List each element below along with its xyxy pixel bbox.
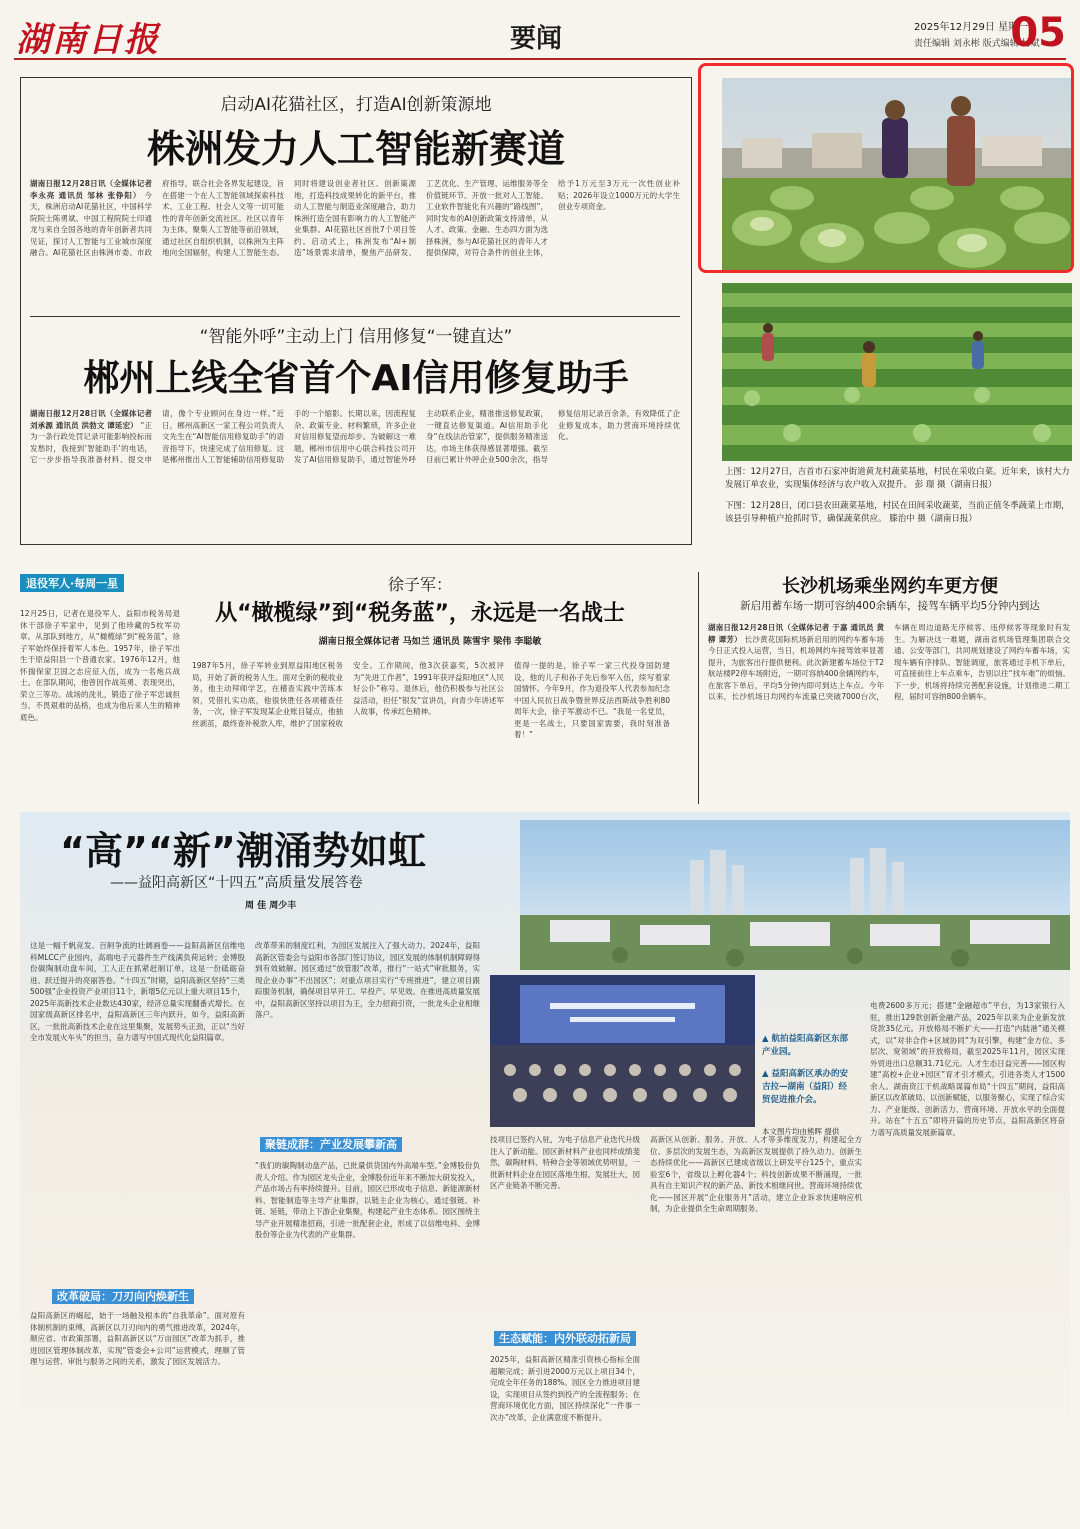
feature-subhead-reform-label: 改革破局：刀刃向内焕新生 [52, 1289, 194, 1304]
story4-subhead: 新启用蓄车场一期可容纳400余辆车，接驾车辆平均5分钟内到达 [740, 600, 1040, 612]
feature-col2: 改革带来的制度红利，为园区发展注入了强大动力。2024年，益阳高新区管委会与益阳市各部门签订协议，园区发展的体制机制障碍得到有效破解。园区通过“放管服”改革，推行“一站式”审批服务，实现企业办事“不出园区”；对重点项目实行“专班推进”，建立项目跟踪服务机制，确保项目早开工、早投产、早见效。在推进高质量发展中，益阳高新区坚持以项目为王，全力招商引资，一批龙头企业相继落户。 [255, 941, 480, 1019]
issue-date: 2025年12月29日 星期一 [914, 22, 1029, 33]
story1-headline: 株洲发力人工智能新赛道 [146, 127, 565, 171]
feature-byline: 周 佳 周少丰 [245, 901, 297, 911]
story4-byline: 湖南日报12月28日讯（全媒体记者 于嘉 通讯员 黄柳 谭芳） [708, 623, 884, 644]
story3-body-a: 12月25日，记者在退役军人、益阳市税务局退休干部徐子军家中，见到了他珍藏的5枚军功章。从部队到地方，从“橄榄绿”到“税务蓝”，徐子军始终保持着军人本色。1957年，徐子军出生于原益阳县一个普通农家。1976年12月，他怀揣保家卫国之志应征入伍，成为一名炮兵战士。在部队期间，他曾因作战英勇、表现突出，荣立三等功。战场的洗礼，锻造了徐子军忠诚担当、不畏艰难的品格，也成为他后来人生的精神底色。 [20, 609, 180, 722]
feature-photo-caption-1: ▲ 航拍益阳高新区东部产业园。 [762, 1034, 848, 1057]
feature-col4: 高新区从创新、服务、开放、人才等多维度发力，构建起全方位、多层次的发展生态，为高新区发展提供了持久动力。创新生态持续优化——高新区已建成省级以上研发平台125个，重点实验室6个，省级以上孵化器4个；科技创新成果不断涌现，一批具有自主知识产权的新产品、新技术相继问世。营商环境持续优化——园区开展“企业服务月”活动，建立企业诉求快速响应机制，为企业提供全生命周期服务。 [650, 1135, 862, 1213]
feature-subhead-ecology-label: 生态赋能：内外联动拓新局 [494, 1331, 636, 1346]
feature-headline: “高”“新”潮涌势如虹 [60, 829, 426, 873]
story1-kicker: 启动AI花猫社区，打造AI创新策源地 [220, 95, 492, 115]
investment-conference-photo [490, 975, 755, 1127]
feature-subhead-ecology [494, 1330, 640, 1346]
story2-headline: 郴州上线全省首个AI信用修复助手 [83, 358, 629, 399]
feature-subhead-cluster-label: 聚链成群：产业发展攀新高 [260, 1137, 402, 1152]
feature-col3: 技项目已签约入驻，为电子信息产业迭代升级注入了新动能。园区新材料产业也同样成绩斐然，碳陶材料、特种合金等领域优势明显，一批新材料企业在园区落地生根、发展壮大，园区产业链条不断完善。 [490, 1135, 640, 1190]
editor-credits: 责任编辑 刘永彬 版式编辑 杨斌 [914, 39, 1040, 49]
newspaper-logo: 湖南日报 [16, 20, 160, 60]
story3-byline: 湖南日报全媒体记者 马如兰 通讯员 陈雪宇 梁伟 李聪敏 [318, 637, 542, 647]
story2-body [30, 408, 680, 538]
story2-byline: 湖南日报12月28日讯（全媒体记者 刘承源 通讯员 洪勃文 谭延宏） [30, 409, 152, 430]
feature-subhead-reform [52, 1288, 198, 1304]
feature-col1b: 益阳高新区的崛起，始于一场触及根本的“自我革命”。面对原有体制机制的束缚，高新区以刀刃向内的勇气推进改革，2024年，顺应省、市政策部署，益阳高新区以“万亩园区”改革为抓手，推进园区管理体制改革，实现“管委会+公司”运营模式，理顺了管理与运营、审批与服务之间的关系，激发了园区发展活力。 [30, 1311, 245, 1366]
vertical-divider [698, 572, 699, 804]
feature-subtitle: ——益阳高新区“十四五”高质量发展答卷 [110, 875, 363, 891]
story2-kicker: “智能外呼”主动上门 信用修复“一键直达” [199, 327, 513, 347]
story3-body-b: 1987年5月，徐子军转业到原益阳地区税务局，开始了新的税务人生。面对全新的税收业务，他主动拜师学艺，在稽查实践中苦练本领，凭借扎实功底，他很快胜任各项稽查任务，一次，徐子军发现某企业账目疑点，他抽丝剥茧，最终查补税款入库，维护了国家税收安全。工作期间，他3次获嘉奖，5次被评为“先进工作者”，1991年获评益阳地区“人民好公仆”称号。退休后，他仍积极参与社区公益活动，担任“银发”宣讲员，向青少年讲述军人故事，传承红色精神。 [192, 661, 504, 728]
feature-col5: 电费2600多万元；搭建“金融超市”平台，为13家银行入驻，推出129款创新金融产品，2025年以来为企业新发放贷款35亿元。开放格局不断扩大——打造“内陆港”通关模式，以“对非合作+区域协同”为双引擎，构建“金方位、多层次、宽领域”的开放格局，截至2025年11月，园区实现外贸进出口总额31.71亿元。人才生态日益完善——园区构建“高校+企业+园区”育才引才模式，引进各类人才1500余人。湖南资江干机战略谋篇布局“十四五”期间，益阳高新区以改革破局、以创新赋能，以服务聚心，实现了综合实力、产业能级、创新活力、营商环境、开放水平的全面提升。站在“十五五”即将开篇的历史节点，益阳高新区将奋力谱写高质量发展新篇章。 [870, 1001, 1065, 1137]
story4-text: 长沙黄花国际机场新启用的网约车蓄车场今日正式投入运营，当日，机场网约车接驾效率显著提升，为旅客出行提供便利。此次新建蓄车场位于T2航站楼P2停车场附近，一期可容纳400余辆网约车，在旅客下单后，平均5分钟内即可到达上车点。今年以来，长沙机场日均网约车流量已突破7000台次，车辆在周边道路无序候客、违停候客等现象时有发生。为解决这一难题，湖南省机场管理集团联合交通、公安等部门，共同规划建设了网约车蓄车场，实现车辆有序排队、智能调度，旅客通过手机下单后，可直接前往上车点乘车，告别以往“找车难”的烦恼。下一步，机场将持续完善配套设施，计划推进二期工程，届时可容纳800余辆车。 [708, 623, 1070, 701]
story1-body [30, 178, 680, 310]
story1-byline: 湖南日报12月28日讯（全媒体记者 李永亮 通讯员 邹林 张铮阳） [30, 179, 152, 200]
story-divider [30, 316, 680, 317]
page-number: 05 [1010, 10, 1066, 56]
story4-body [708, 622, 1070, 802]
masthead [14, 10, 1066, 60]
feature-col3b: 2025年，益阳高新区精准引资核心指标全面超额完成；新引进2000万元以上项目34个，完成全年任务的188%。园区全力推进项目建设，实现项目从签约到投产的全流程服务；在营商环境优化方面，园区持续深化“一件事一次办”改革，企业满意度不断提升。 [490, 1355, 640, 1422]
feature-photo-caption-2: ▲ 益阳高新区承办的安吉拉—湖南（益阳）经贸促进推介会。 [762, 1069, 848, 1105]
veteran-column-tag: 退役军人·每周一星 [20, 574, 124, 592]
feature-subhead-cluster [260, 1136, 406, 1152]
vegetable-field-photo [722, 283, 1072, 461]
feature-col1: 这是一幅千帆竞发、百舸争流的壮阔画卷——益阳高新区信维电科MLCC产业园内，高端电子元器件生产线满负荷运转；金博股份碳陶制动盘车间，工人正在抓紧赶制订单，这是一份砥砺奋进、跃迁提升的亮丽答卷。“十四五”时期，益阳高新区坚持“三类500强”企业投资产业项目11个，新增5亿元以上重大项目15个，2025年高新技术企业数达430家，经济总量实现翻番式增长。在国家级高新区排名中，益阳高新区三年内跃升，如今，益阳高新区，一批批高新技术企业在这里集聚，发展势头正劲，正以“当好全市发展火车头”的担当，奋力谱写中国式现代化益阳篇章。 [30, 941, 245, 1042]
hitech-park-aerial-photo [520, 820, 1070, 970]
story4-headline: 长沙机场乘坐网约车更方便 [782, 576, 998, 597]
feature-photo-credit: 本文图片均由熊晖 提供 [762, 1127, 840, 1136]
feature-col2b: “我们的碳陶制动盘产品，已批量供货国内外高端车型。”金博股份负责人介绍。作为园区龙头企业，金博股份近年来不断加大研发投入，产品市场占有率持续提升。目前，园区已形成电子信息、新能源新材料、智能制造等主导产业集群，以链主企业为核心，通过强链、补链、延链，带动上下游企业集聚，构建起产业生态体系。园区围绕主导产业开展精准招商，引进一批配套企业，形成了以信维电科、金博股份等企业为代表的产业集群。 [255, 1161, 480, 1239]
photo-caption-bottom: 下图：12月28日，闭口县农田蔬菜基地，村民在田间采收蔬菜，当前正值冬季蔬菜上市期，该县引导种植户抢抓时节，确保蔬菜供应。 滕治中 摄（湖南日报） [725, 501, 1070, 524]
photo-caption-top: 上图：12月27日，吉首市石家冲街道黄龙村蔬菜基地，村民在采收白菜。近年来，该村大力发展订单农业，实现集体经济与农户收入双提升。 彭 璟 摄（湖南日报） [725, 467, 1070, 490]
story3-kicker: 徐子军： [387, 575, 452, 594]
story2-text: “正为一条行政处罚记录可能影响投标而发愁时，我接到‘智能助手’的电话，它一步步指导我准备材料、提交申请，像个专业顾问在身边一样。”近日，郴州高新区一家工程公司负责人文先生在“AI智能信用修复助手”的语音指导下，快速完成了信用修复。这是郴州推出人工智能辅助信用修复助手的一个缩影。长期以来，因流程复杂、政策专业、材料繁琐，许多企业对信用修复望而却步。为破解这一难题，郴州市信用中心联合科技公司开发了AI信用修复助手，通过智能外呼主动联系企业，精准推送修复政策，一键直达修复渠道。AI信用助手化身“在线法治管家”，提供服务精准送达，市场主体获得感显著增强。截至目前已累计外呼企业500余次，指导修复信用记录百余条，有效降低了企业修复成本，助力营商环境持续优化。 [30, 409, 680, 464]
section-title: 要闻 [510, 24, 563, 54]
story1-text: 今天，株洲启动AI花猫社区，中国科学院院士陈勇斌、中国工程院院士印通龙与来自全国各地的青年创新者共同见证，探讨人工智能与工业城市深度融合。AI花猫社区由株洲市委、市政府指导，联合社会各界发起建设，旨在搭建一个在人工智能领域探索科技术、工业工程、社会人文等一切可能性的青年创新交流社区。社区以青年为主体，聚集人工智能等前沿领域，通过社区自组织机制，以株洲为主阵地向全国辐射，构建人工智能生态。同时将建设创业者社区、创新策源地，打造科技成果转化的新平台，推动人工智能与制造业深度融合，助力株洲打造全国有影响力的人工智能产业集群。AI花猫社区首批7个项目签约。启动式上，株洲发布“AI+制造”场景需求清单，聚焦产品研发、工艺优化、生产管理、运维服务等全价值链环节。开放一批对人工智能、工业软件智能化有兴趣的“路线图”，同时发布的AI创新政策支持清单，从人才、政策、金融、生态四方面为选择株洲，参与AI花猫社区的青年人才提供保障，对符合条件的创业主体，给予1万元至3万元一次性创业补贴；2026年设立1000万元的大学生创业专项资金。 [30, 179, 680, 257]
story3-body-c: 值得一提的是，徐子军一家三代投身国防建设，他的儿子和孙子先后参军入伍，续写着家国情怀。今年9月，作为退役军人代表参加纪念中国人民抗日战争暨世界反法西斯战争胜利80周年大会，徐子军激动不已。“我是一名党员，更是一名战士，只要国家需要，我时刻准备着！” [514, 661, 670, 739]
story3-headline: 从“橄榄绿”到“税务蓝”，永远是一名战士 [215, 601, 625, 626]
selected-photo-highlight [698, 63, 1074, 273]
